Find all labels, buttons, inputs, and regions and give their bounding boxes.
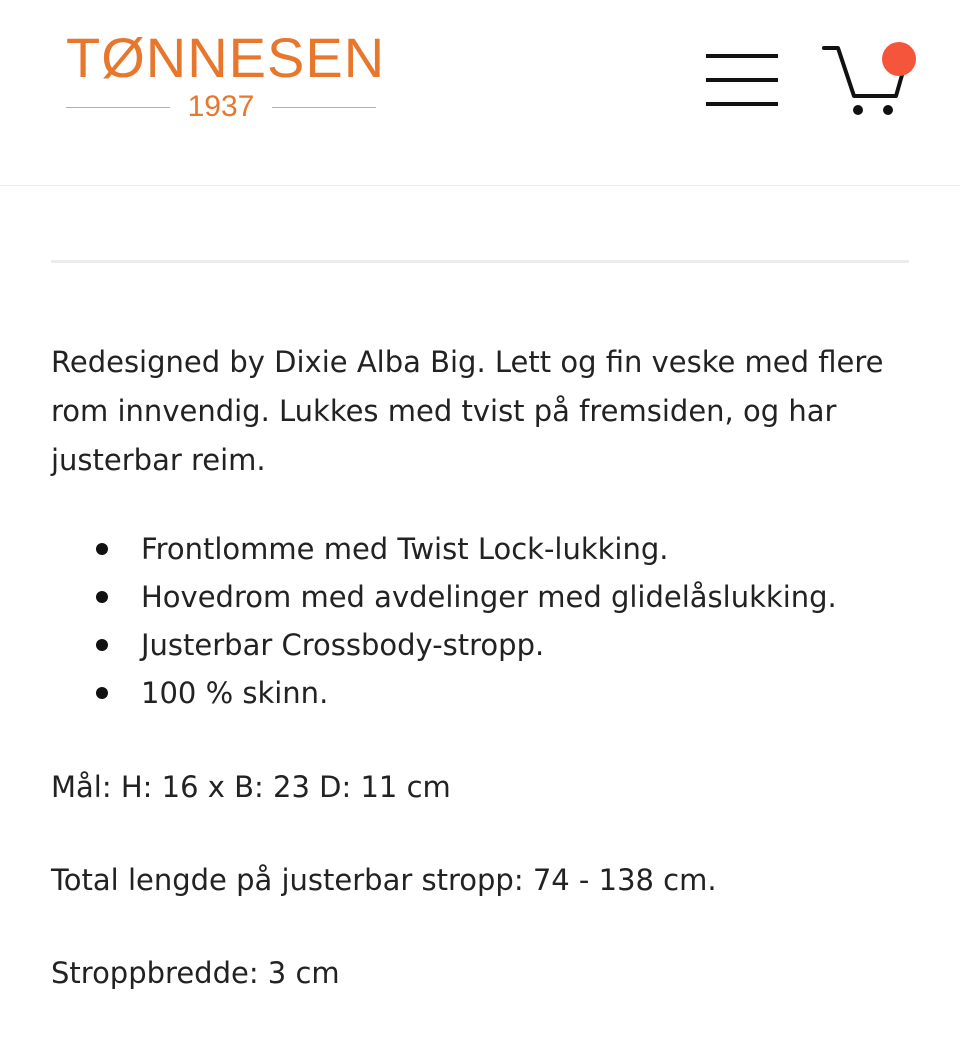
logo-year-row bbox=[66, 90, 376, 124]
dimensions-text: Mål: H: 16 x B: 23 D: 11 cm bbox=[51, 770, 451, 804]
bullet-icon bbox=[96, 687, 108, 699]
brand-logo[interactable] bbox=[66, 28, 386, 128]
logo-name: TØNNESEN bbox=[66, 26, 386, 89]
description-text: Redesigned by Dixie Alba Big. Lett og fin veske med flere rom innvendig. Lukkes med tvist på fremsiden, og har justerbar reim. bbox=[51, 345, 884, 477]
logo-line-right bbox=[272, 107, 376, 108]
bullet-icon bbox=[96, 543, 108, 555]
menu-bar-middle bbox=[706, 78, 778, 82]
logo-year: 1937 bbox=[187, 90, 255, 123]
hamburger-menu-icon[interactable] bbox=[700, 48, 784, 112]
strap-length-text: Total lengde på justerbar stropp: 74 - 138 cm. bbox=[51, 863, 717, 897]
bullet-icon bbox=[96, 639, 108, 651]
feature-list bbox=[51, 525, 911, 717]
cart-badge bbox=[882, 42, 916, 76]
list-item bbox=[51, 525, 911, 573]
product-description bbox=[51, 338, 911, 998]
feature-text: Hovedrom med avdelinger med glidelåslukking. bbox=[141, 580, 837, 614]
menu-bar-bottom bbox=[706, 102, 778, 106]
feature-text: Frontlomme med Twist Lock-lukking. bbox=[141, 532, 669, 566]
section-divider bbox=[51, 260, 909, 263]
site-header bbox=[0, 0, 960, 186]
list-item bbox=[51, 573, 911, 621]
shopping-cart-icon[interactable] bbox=[820, 38, 920, 122]
list-item bbox=[51, 669, 911, 717]
bullet-icon bbox=[96, 591, 108, 603]
logo-line-left bbox=[66, 107, 170, 108]
strap-width-text: Stroppbredde: 3 cm bbox=[51, 956, 340, 990]
list-item bbox=[51, 621, 911, 669]
menu-bar-top bbox=[706, 54, 778, 58]
feature-text: Justerbar Crossbody-stropp. bbox=[141, 628, 545, 662]
feature-text: 100 % skinn. bbox=[141, 676, 329, 710]
